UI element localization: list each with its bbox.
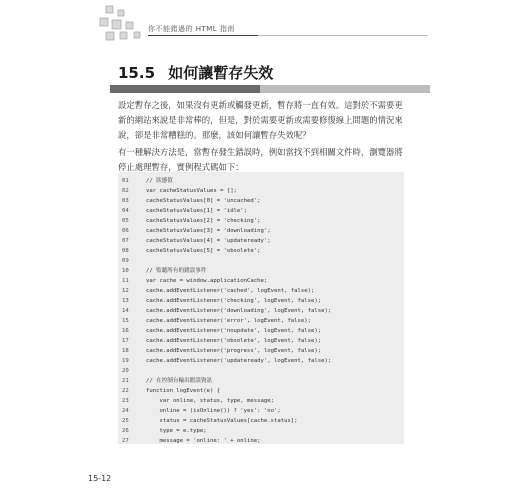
code-text: // 監聽所有的錯誤事件: [146, 268, 207, 274]
code-text: online = (isOnline()) ? 'yes': 'no';: [146, 408, 281, 414]
line-number: 19: [122, 358, 129, 364]
code-text: cacheStatusValues[5] = 'obsolete';: [146, 248, 261, 254]
line-number: 14: [122, 308, 129, 314]
code-line: [122, 416, 298, 426]
code-text: cache.addEventListener('noupdate', logEvent, false);: [146, 328, 322, 334]
code-line: [122, 386, 220, 396]
code-line: [122, 406, 281, 416]
code-line: [122, 236, 271, 246]
code-line: [122, 266, 206, 276]
line-number: 23: [122, 398, 129, 404]
code-text: cacheStatusValues[3] = 'downloading';: [146, 228, 271, 234]
code-text: status = cacheStatusValues[cache.status];: [146, 418, 298, 424]
header-rule-accent: [148, 35, 258, 36]
code-line: [122, 246, 261, 256]
section-underline-accent: [110, 85, 260, 93]
line-number: 18: [122, 348, 129, 354]
line-number: 25: [122, 418, 129, 424]
code-line: [122, 286, 314, 296]
code-line: [122, 226, 271, 236]
line-number: 04: [122, 208, 129, 214]
line-number: 11: [122, 278, 129, 284]
line-number: 05: [122, 218, 129, 224]
line-number: 08: [122, 248, 129, 254]
code-text: // 狀態值: [146, 178, 173, 184]
line-number: 02: [122, 188, 129, 194]
code-line: [122, 306, 331, 316]
code-line: [122, 206, 247, 216]
code-text: // 在控制台輸出錯誤資訊: [146, 378, 213, 384]
line-number: 27: [122, 438, 129, 444]
code-line: [122, 176, 173, 186]
line-number: 21: [122, 378, 129, 384]
code-line: [122, 256, 146, 266]
code-text: cache.addEventListener('updateready', logEvent, false);: [146, 358, 332, 364]
code-text: cache.addEventListener('downloading', logEvent, false);: [146, 308, 332, 314]
line-number: 12: [122, 288, 129, 294]
line-number: 24: [122, 408, 129, 414]
code-line: [122, 316, 311, 326]
code-line: [122, 436, 261, 446]
code-line: [122, 336, 321, 346]
line-number: 06: [122, 228, 129, 234]
code-text: message = 'online: ' + online;: [146, 438, 261, 444]
section-number: 15.5: [118, 64, 156, 82]
code-text: cache.addEventListener('obsolete', logEvent, false);: [146, 338, 322, 344]
line-number: 20: [122, 368, 129, 374]
line-number: 17: [122, 338, 129, 344]
code-line: [122, 326, 321, 336]
code-line: [122, 216, 261, 226]
code-text: cacheStatusValues[0] = 'uncached';: [146, 198, 261, 204]
code-text: cache.addEventListener('cached', logEvent, false);: [146, 288, 315, 294]
line-number: 26: [122, 428, 129, 434]
line-number: 03: [122, 198, 129, 204]
line-number: 15: [122, 318, 129, 324]
code-text: cacheStatusValues[4] = 'updateready';: [146, 238, 271, 244]
header-cubes-decoration: [96, 4, 146, 44]
code-text: cache.addEventListener('error', logEvent, false);: [146, 318, 312, 324]
code-line: [122, 346, 321, 356]
code-listing: [118, 172, 404, 444]
line-number: 09: [122, 258, 129, 264]
code-text: cacheStatusValues[2] = 'checking';: [146, 218, 261, 224]
line-number: 13: [122, 298, 129, 304]
code-text: type = e.type;: [146, 428, 207, 434]
code-line: [122, 196, 261, 206]
paragraph: 有一種解決方法是，當暫存發生錯誤時，例如當找不到相關文件時，瀏覽器將停止處理暫存，實例程式碼如下：: [118, 147, 403, 172]
code-text: var cache = window.applicationCache;: [146, 278, 268, 284]
section-title: 如何讓暫存失效: [168, 64, 274, 82]
code-line: [122, 186, 237, 196]
code-text: cacheStatusValues[1] = 'idle';: [146, 208, 248, 214]
line-number: 16: [122, 328, 129, 334]
code-line: [122, 396, 274, 406]
line-number: 22: [122, 388, 129, 394]
code-line: [122, 426, 207, 436]
code-line: [122, 366, 146, 376]
page-number: 15-12: [88, 474, 112, 483]
code-text: function logEvent(e) {: [146, 388, 221, 394]
paragraph: 設定暫存之後，如果沒有更新或觸發更新，暫存將一直有效。這對於不需要更新的網站來說是非常棒的，但是，對於需要更新或需要修復線上問題的情況來說，卻是非常糟糕的。那麼，該如何讓暫存失效呢？: [118, 100, 403, 140]
book-title: 你不能錯過的 HTML 指南: [148, 25, 235, 33]
code-line: [122, 296, 321, 306]
code-text: cache.addEventListener('progress', logEvent, false);: [146, 348, 322, 354]
line-number: 10: [122, 268, 129, 274]
code-text: var cacheStatusValues = [];: [146, 188, 237, 194]
code-text: cache.addEventListener('checking', logEvent, false);: [146, 298, 322, 304]
line-number: 01: [122, 178, 129, 184]
code-line: [122, 276, 267, 286]
code-text: var online, status, type, message;: [146, 398, 274, 404]
code-line: [122, 356, 331, 366]
line-number: 07: [122, 238, 129, 244]
code-line: [122, 376, 212, 386]
section-heading: [118, 62, 273, 83]
